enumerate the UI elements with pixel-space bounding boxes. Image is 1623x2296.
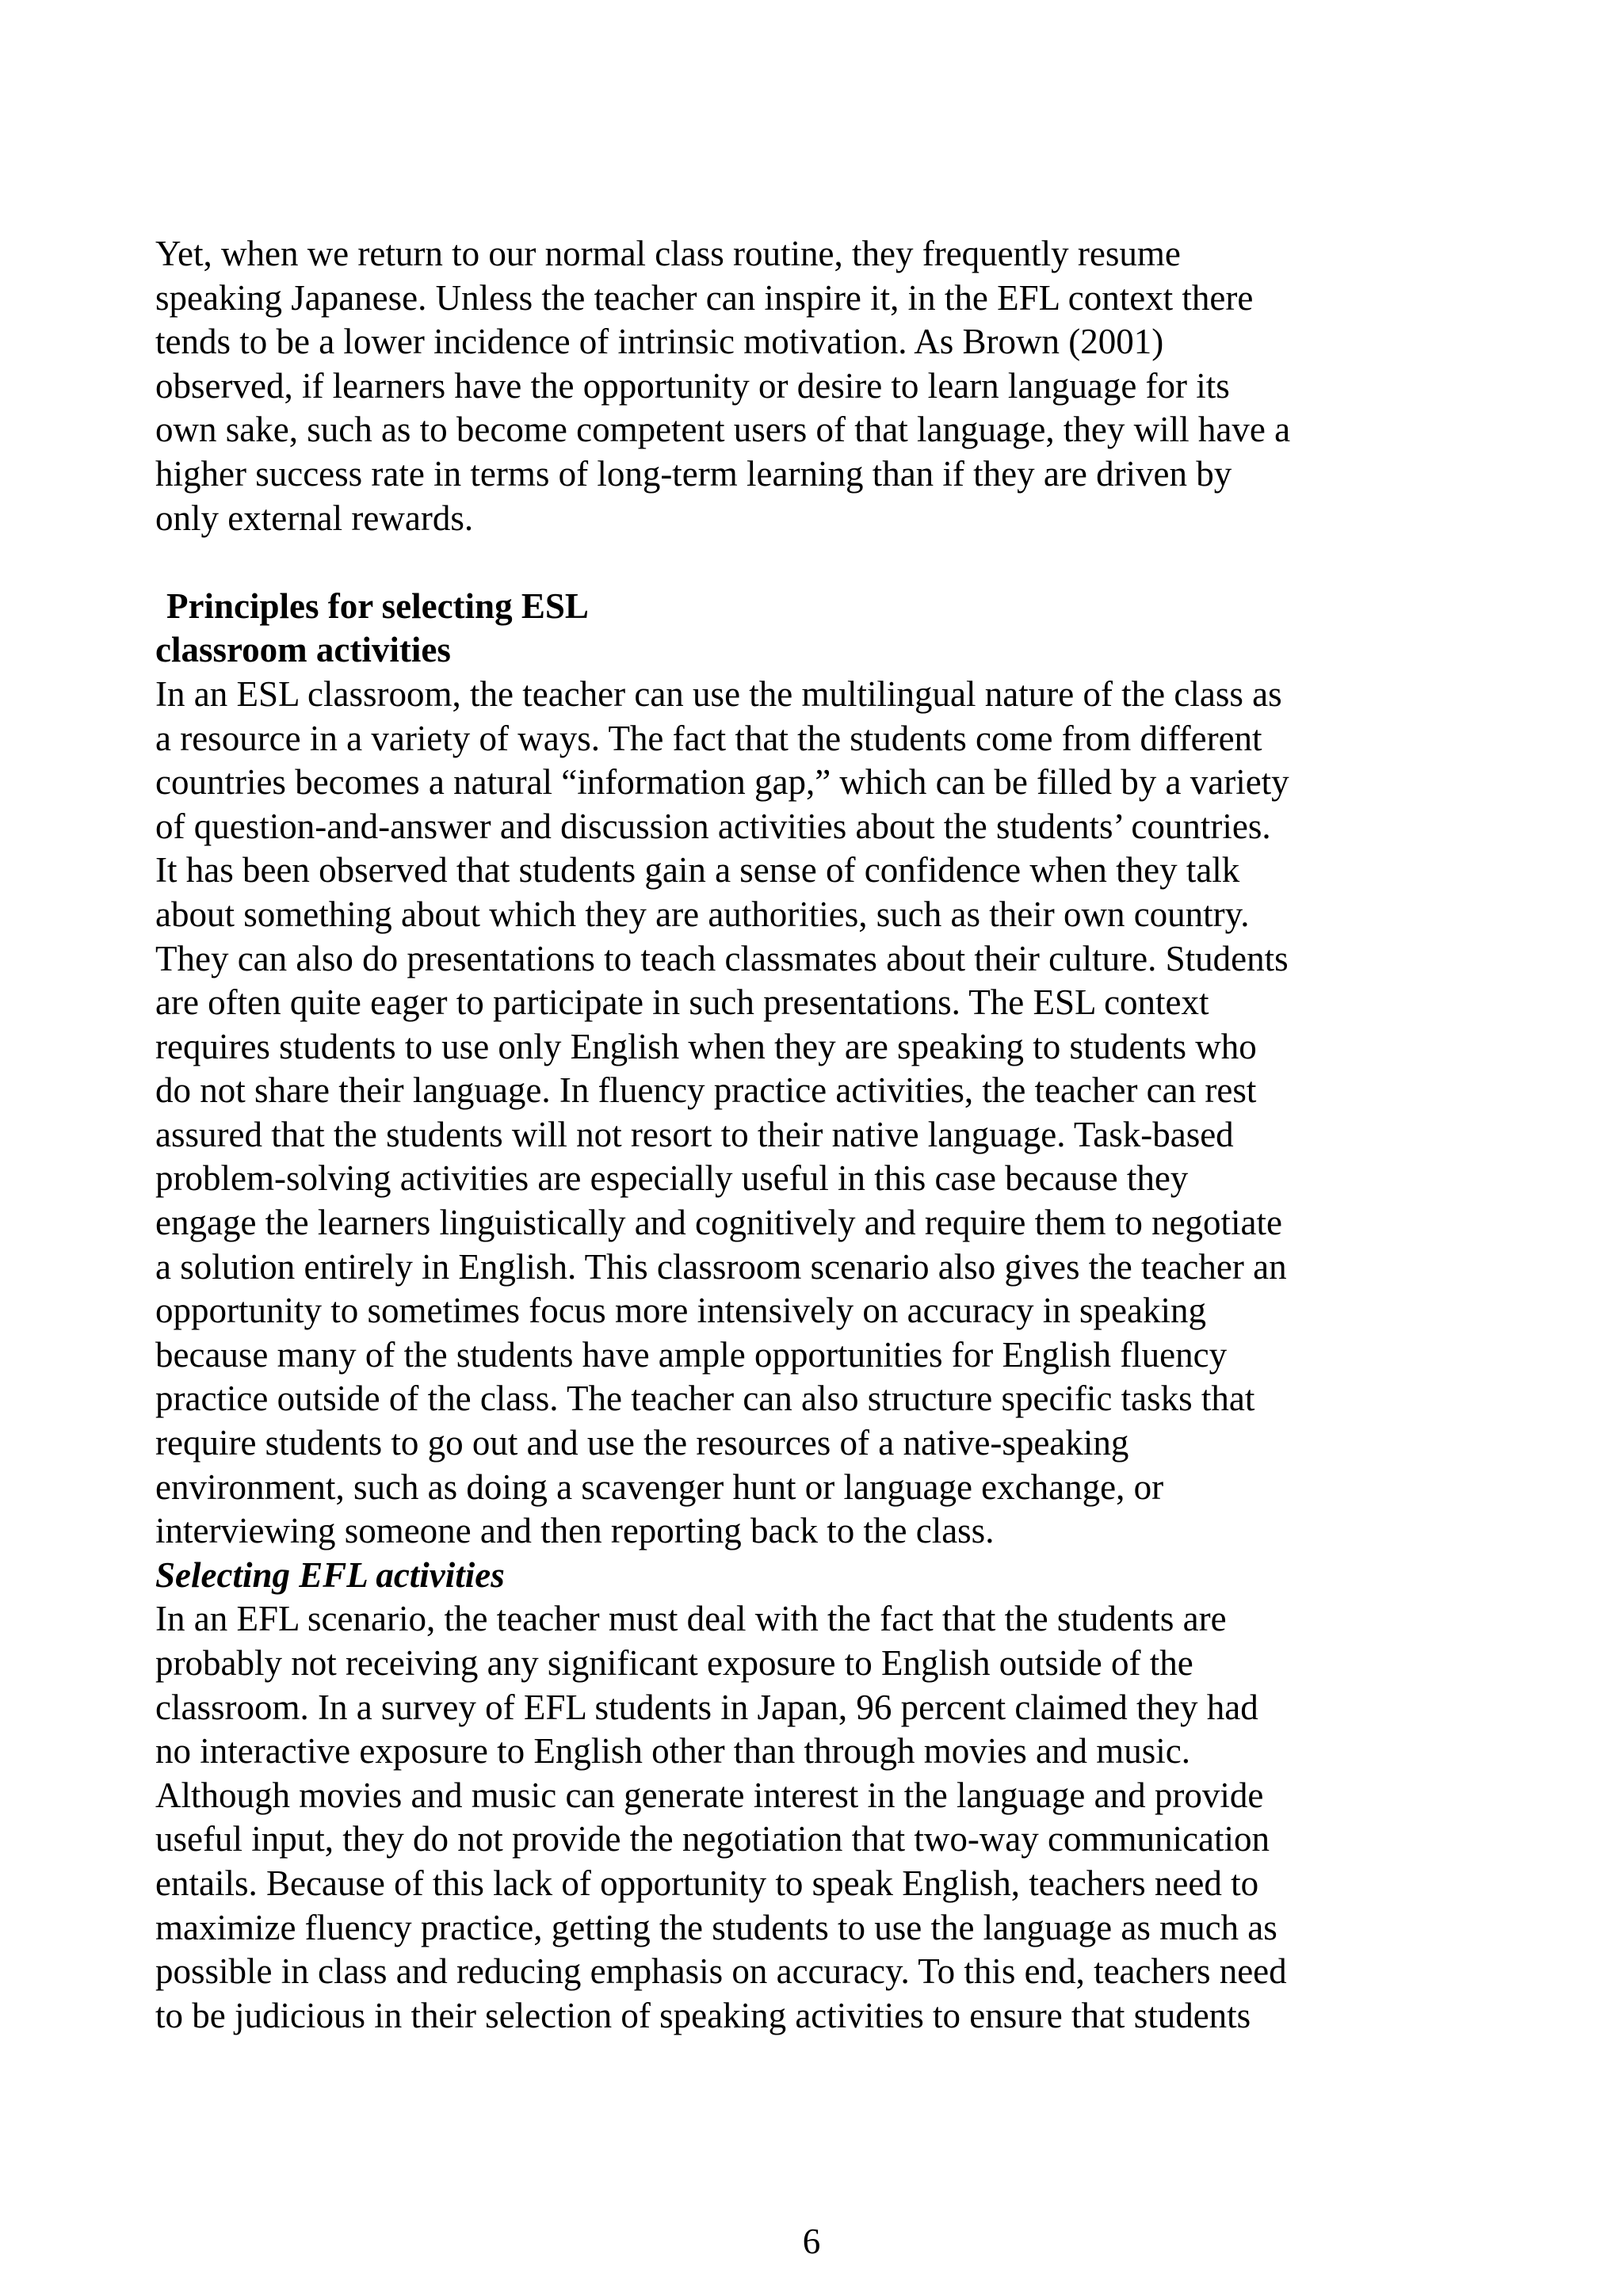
text-line: only external rewards. xyxy=(155,498,474,538)
text-line: interviewing someone and then reporting back to the class. xyxy=(155,1511,995,1551)
heading-line: classroom activities xyxy=(155,630,451,670)
text-line: opportunity to sometimes focus more intensively on accuracy in speaking xyxy=(155,1291,1206,1331)
text-line: useful input, they do not provide the negotiation that two-way communication xyxy=(155,1819,1270,1859)
text-line: possible in class and reducing emphasis on accuracy. To this end, teachers need xyxy=(155,1951,1287,1992)
text-line: speaking Japanese. Unless the teacher can inspire it, in the EFL context there xyxy=(155,277,1254,318)
text-line: problem-solving activities are especially useful in this case because they xyxy=(155,1158,1189,1199)
text-line: do not share their language. In fluency practice activities, the teacher can rest xyxy=(155,1070,1257,1111)
text-line: own sake, such as to become competent users of that language, they will have a xyxy=(155,410,1291,450)
text-line: Yet, when we return to our normal class routine, they frequently resume xyxy=(155,234,1181,273)
paragraph-spacer xyxy=(155,540,1439,585)
text-line: require students to go out and use the resources of a native-speaking xyxy=(155,1423,1129,1463)
text-line: to be judicious in their selection of speaking activities to ensure that students xyxy=(155,1995,1251,2035)
text-line: tends to be a lower incidence of intrinsic motivation. As Brown (2001) xyxy=(155,322,1164,362)
section-heading-efl: Selecting EFL activities xyxy=(155,1554,505,1595)
text-line: They can also do presentations to teach classmates about their culture. Students xyxy=(155,938,1289,978)
page-number: 6 xyxy=(802,2222,821,2261)
text-line: a solution entirely in English. This classroom scenario also gives the teacher an xyxy=(155,1246,1287,1287)
text-line: of question-and-answer and discussion activities about the students’ countries. xyxy=(155,806,1271,846)
text-line: probably not receiving any significant exposure to English outside of the xyxy=(155,1643,1193,1683)
text-line: because many of the students have ample opportunities for English fluency xyxy=(155,1334,1228,1375)
heading-line: Principles for selecting ESL xyxy=(166,585,589,626)
paragraph-efl-activities xyxy=(155,1597,1439,2038)
text-line: In an ESL classroom, the teacher can use the multilingual nature of the class as xyxy=(155,673,1282,714)
text-line: In an EFL scenario, the teacher must deal with the fact that the students are xyxy=(155,1599,1227,1639)
text-line: engage the learners linguistically and cognitively and require them to negotiate xyxy=(155,1203,1283,1243)
text-line: a resource in a variety of ways. The fact that the students come from different xyxy=(155,718,1262,758)
paragraph-esl-activities xyxy=(155,673,1439,1554)
text-line: higher success rate in terms of long-term learning than if they are driven by xyxy=(155,453,1232,494)
text-line: Although movies and music can generate interest in the language and provide xyxy=(155,1775,1264,1815)
text-line: environment, such as doing a scavenger hunt or language exchange, or xyxy=(155,1466,1164,1507)
text-line: are often quite eager to participate in such presentations. The ESL context xyxy=(155,982,1209,1023)
text-line: countries becomes a natural “information gap,” which can be filled by a variety xyxy=(155,762,1289,803)
text-line: requires students to use only English when they are speaking to students who xyxy=(155,1026,1257,1066)
text-line: no interactive exposure to English other than through movies and music. xyxy=(155,1731,1190,1772)
text-line: observed, if learners have the opportunity or desire to learn language for its xyxy=(155,365,1230,406)
section-heading-esl xyxy=(155,585,1439,673)
text-line: entails. Because of this lack of opportunity to speak English, teachers need to xyxy=(155,1863,1259,1903)
text-line: It has been observed that students gain a sense of confidence when they talk xyxy=(155,850,1240,891)
body-text xyxy=(155,232,1439,2038)
text-line: about something about which they are authorities, such as their own country. xyxy=(155,894,1250,934)
paragraph-motivation xyxy=(155,232,1439,540)
text-line: practice outside of the class. The teacher can also structure specific tasks that xyxy=(155,1379,1255,1419)
text-line: maximize fluency practice, getting the students to use the language as much as xyxy=(155,1907,1277,1947)
text-line: classroom. In a survey of EFL students in Japan, 96 percent claimed they had xyxy=(155,1687,1258,1727)
text-line: assured that the students will not resort to their native language. Task-based xyxy=(155,1114,1234,1154)
